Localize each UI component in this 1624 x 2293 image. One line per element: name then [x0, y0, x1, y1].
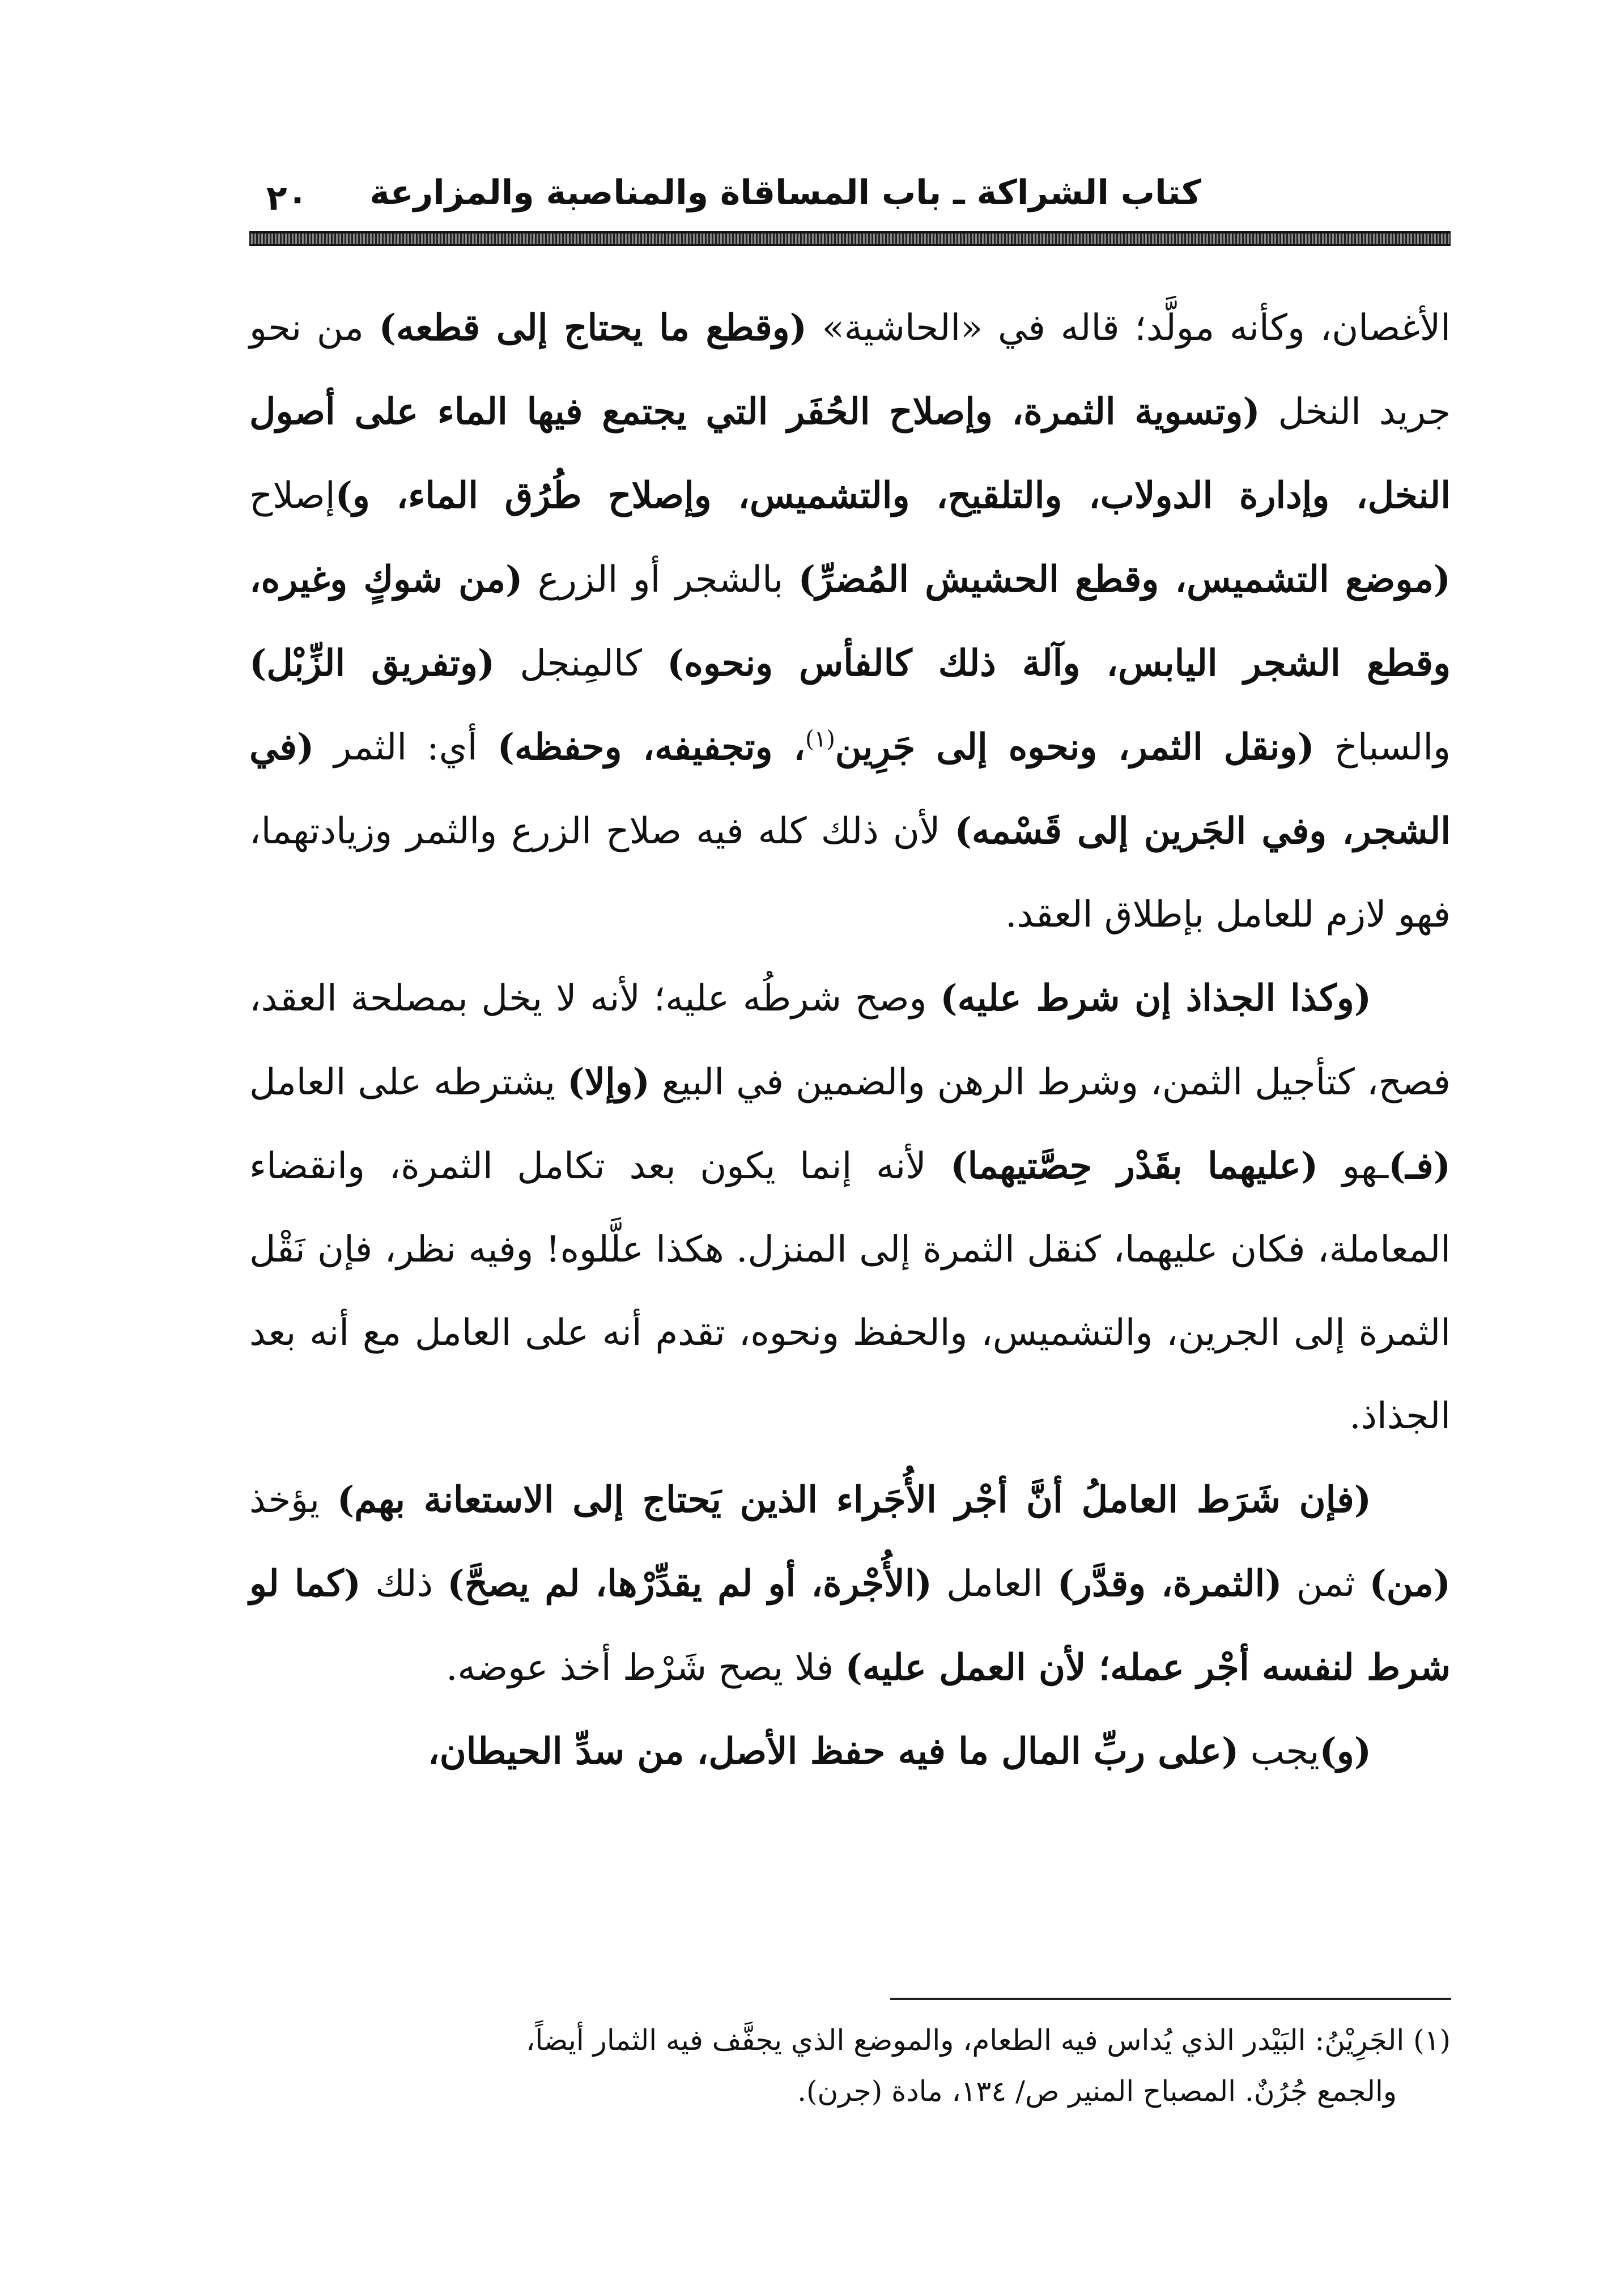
page-header: [249, 164, 1451, 227]
text-run: لأن ذلك كله فيه صلاح الزرع والثمر وزيادتهما، فهو لازم للعامل بإطلاق العقد.: [249, 810, 1451, 936]
running-title: كتاب الشراكة ـ باب المساقاة والمناصبة والمزارعة: [369, 173, 1201, 213]
matn-text: (عليهما بقَدْر حِصَّتيهما): [950, 1145, 1319, 1187]
matn-text: (وإلا): [567, 1061, 650, 1103]
text-run: والسباخ: [1314, 727, 1451, 768]
text-run: الأغصان، وكأنه مولَّد؛ قاله في «الحاشية»: [806, 307, 1451, 349]
matn-text: (وقطع ما يحتاج إلى قطعه): [379, 307, 807, 349]
text-run: وصح شرطُه عليه؛ لأنه لا يخل بمصلحة العقد، فصح، كتأجيل الثمن، وشرط الرهن والضمين في البيع: [249, 978, 1451, 1103]
text-run: أي: الثمر: [314, 727, 498, 768]
text-run: ذلك: [360, 1563, 448, 1605]
footnote-line: والجمع جُرُنٌ. المصباح المنير ص/ ١٣٤، مادة (جرن).: [797, 2075, 1397, 2108]
text-run: لأنه إنما يكون بعد تكامل الثمرة، وانقضاء المعاملة، فكان عليهما، كنقل الثمرة إلى المنزل. هكذا علَّلوه! وفيه نظر، فإن نَقْل الثمرة إلى الجرين، والتشميس، والحفظ ونحوه، تقدم أنه على العامل مع أنه بعد الجذاذ.: [249, 1145, 1451, 1437]
text-run: فلا يصح شَرْط أخذ عوضه.: [446, 1647, 845, 1689]
footnotes: [249, 2015, 1451, 2117]
footnote-divider: [890, 1998, 1451, 2000]
header-divider: [249, 231, 1451, 246]
text-run: ثمن: [1282, 1563, 1370, 1605]
text-run: إصلاح: [249, 475, 335, 517]
paragraph-1: [249, 286, 1451, 957]
matn-text: (فإن شَرَط العاملُ أنَّ أجْر الأُجَراء الذين يَحتاج إلى الاستعانة بهم): [337, 1479, 1372, 1521]
text-run: من نحو جريد النخل: [249, 307, 1451, 433]
text-run: يجب: [1239, 1731, 1320, 1773]
paragraph-3: [249, 1458, 1451, 1710]
text-run: كالمِنجل: [495, 643, 668, 685]
text-run: يؤخذ: [249, 1479, 337, 1521]
matn-text: (و): [1319, 1730, 1371, 1773]
matn-text: (من): [1369, 1562, 1451, 1605]
footnote-marker[interactable]: (١): [805, 726, 835, 753]
matn-text: (كما لو شرط لنفسه أجْر عمله؛ لأن العمل عليه): [249, 1562, 1451, 1689]
footnote-line: (١) الجَرِيْنُ: البَيْدر الذي يُداس فيه الطعام، والموضع الذي يجفَّف فيه الثمار أيضاً،: [526, 2024, 1451, 2057]
text-run: ـهو: [1318, 1145, 1389, 1187]
paragraph-2: [249, 957, 1451, 1458]
page-number: ٢٠: [266, 179, 308, 218]
text-run: بالشجر أو الزرع: [522, 559, 798, 601]
matn-text: (وتسوية الثمرة، وإصلاح الحُفَر التي يجتمع فيها الماء على أصول النخل، وإدارة الدولاب، والتلقيح، والتشميس، وإصلاح طُرُق الماء، و): [249, 390, 1451, 517]
matn-text: (في الشجر، وفي الجَرين إلى قَسْمه): [249, 726, 1451, 852]
matn-text: (وتفريق الزِّبْل): [249, 642, 495, 685]
text-run: العامل: [932, 1563, 1057, 1605]
matn-text: (الأُجْرة، أو لم يقدِّرْها، لم يصحَّ): [447, 1562, 932, 1605]
matn-text: (الثمرة، وقدَّر): [1057, 1562, 1282, 1605]
matn-text: (ونقل الثمر، ونحوه إلى جَرِين: [835, 726, 1315, 768]
matn-text: (موضع التشميس، وقطع الحشيش المُضرِّ): [798, 558, 1451, 601]
matn-text: (على ربِّ المال ما فيه حفظ الأصل، من سدِّ الحيطان،: [428, 1730, 1239, 1773]
main-text: [249, 286, 1451, 1794]
matn-text: (وكذا الجذاذ إن شرط عليه): [940, 977, 1371, 1020]
matn-text: ، وتجفيفه، وحفظه): [497, 726, 806, 768]
matn-text: (من شوكٍ وغيره، وقطع الشجر اليابس، وآلة ذلك كالفأس ونحوه): [249, 558, 1451, 685]
paragraph-4: [249, 1710, 1451, 1794]
matn-text: (فـ): [1388, 1145, 1451, 1187]
text-run: يشترطه على العامل: [249, 1061, 568, 1103]
